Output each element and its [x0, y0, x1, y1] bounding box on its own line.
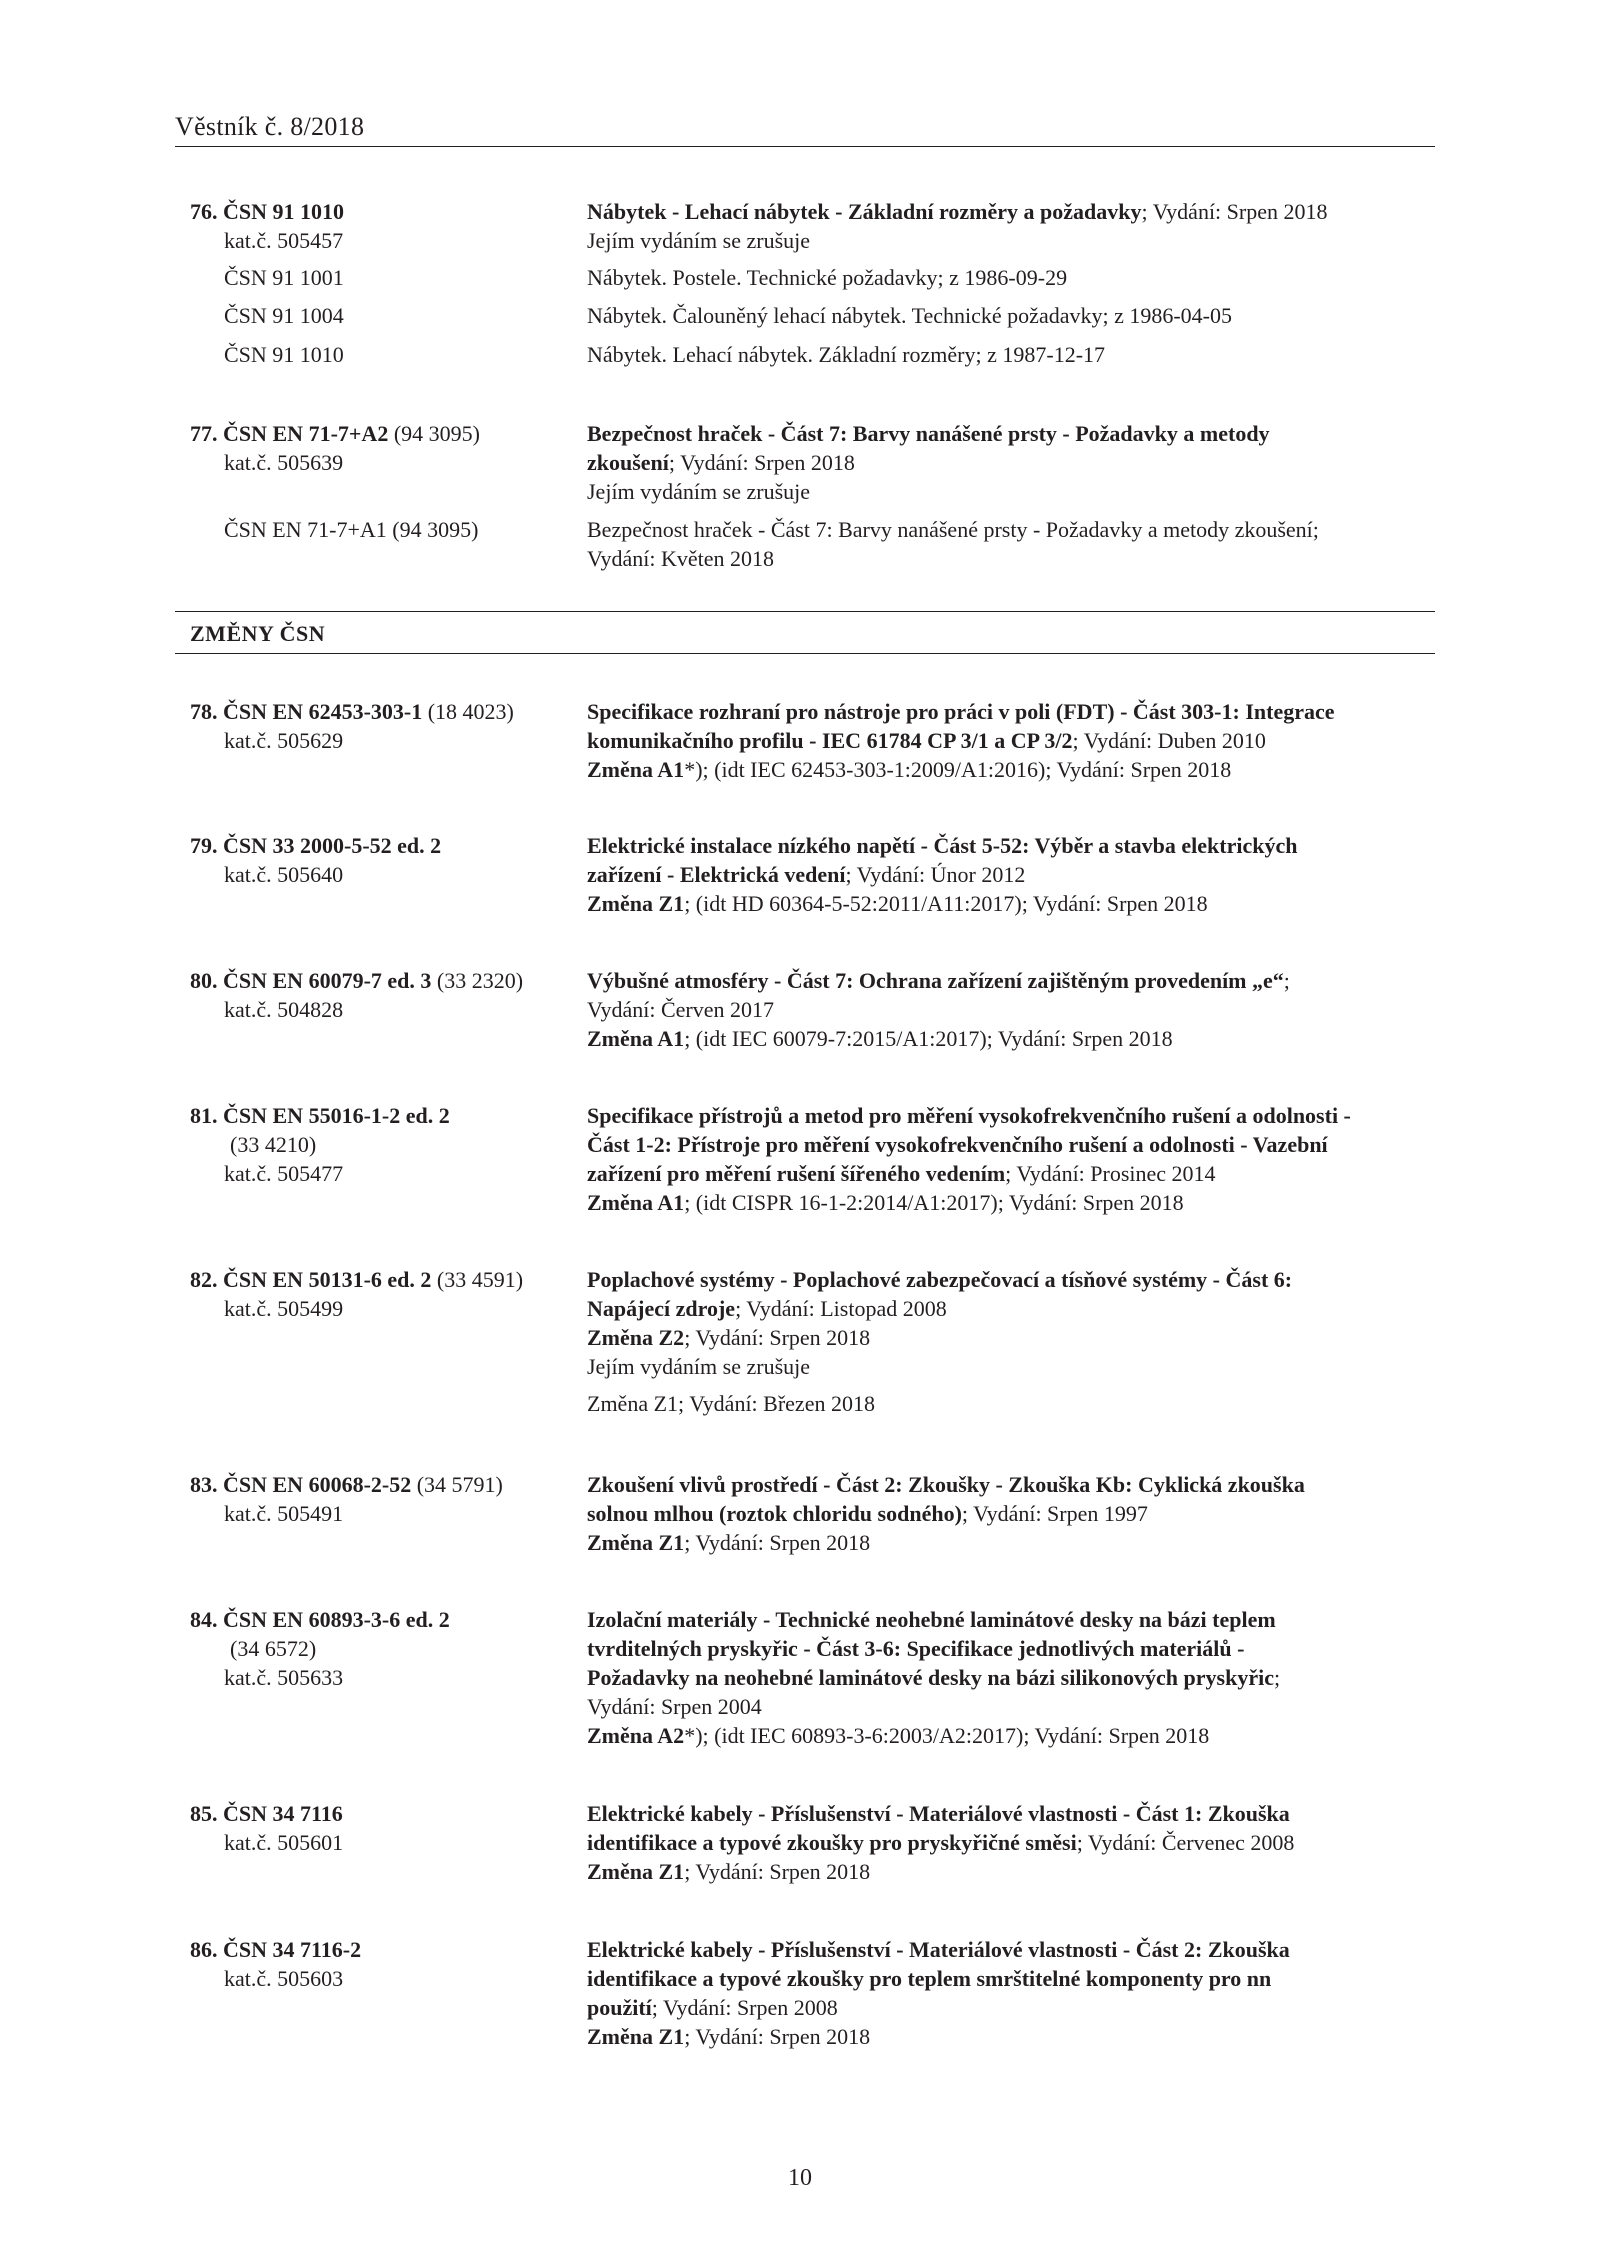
replaced-text: Nábytek. Čalouněný lehací nábytek. Technické požadavky; z 1986-04-05	[587, 303, 1233, 328]
entry-code: ČSN EN 55016-1-2 ed. 2	[223, 1103, 450, 1128]
entry-code: ČSN EN 60893-3-6 ed. 2	[223, 1607, 450, 1632]
page-number: 10	[788, 2165, 812, 2191]
replaced-text: Nábytek. Postele. Technické požadavky; z 1986-09-29	[587, 265, 1068, 290]
entry-kat: kat.č. 505640	[224, 862, 344, 887]
entry-77-desc: Bezpečnost hraček - Část 7: Barvy nanášené prsty - Požadavky a metody zkoušení; Vydání: Srpen 2018 Jejím vydáním se zrušuje	[587, 419, 1447, 506]
section-rule-bottom	[175, 653, 1435, 654]
entry-kat: kat.č. 505477	[224, 1161, 344, 1186]
entry-kat: kat.č. 504828	[224, 997, 344, 1022]
cancel-note: Jejím vydáním se zrušuje	[587, 228, 811, 253]
replaced-code: ČSN 91 1004	[224, 303, 344, 328]
entry-code: ČSN EN 62453-303-1	[223, 699, 423, 724]
entry-kat: kat.č. 505601	[224, 1830, 344, 1855]
entry-code: ČSN EN 71-7+A2	[223, 421, 389, 446]
entry-code: ČSN EN 60079-7 ed. 3	[223, 968, 432, 993]
entry-code: ČSN 34 7116	[223, 1801, 343, 1826]
entry-kat: kat.č. 505633	[224, 1665, 344, 1690]
section-rule-top	[175, 611, 1435, 612]
cancel-note: Jejím vydáním se zrušuje	[587, 1354, 811, 1379]
replaced-code: ČSN EN 71-7+A1 (94 3095)	[224, 517, 479, 542]
entry-class: (33 4210)	[230, 1132, 317, 1157]
entry-code: ČSN EN 60068-2-52	[223, 1472, 412, 1497]
entry-77-id: 77. ČSN EN 71-7+A2 (94 3095) kat.č. 505639	[190, 419, 570, 477]
entry-title: Nábytek - Lehací nábytek - Základní rozměry a požadavky	[587, 199, 1142, 224]
cancel-note: Jejím vydáním se zrušuje	[587, 479, 811, 504]
replaced-text: Bezpečnost hraček - Část 7: Barvy nanášené prsty - Požadavky a metody zkoušení; Vydání: Květen 2018	[587, 517, 1319, 571]
entry-76-id	[190, 197, 570, 255]
entry-class: (33 2320)	[431, 968, 524, 993]
entry-code: 76. ČSN 91 1010	[190, 199, 345, 224]
replaced-code: ČSN 91 1001	[224, 265, 344, 290]
entry-class: (33 4591)	[431, 1267, 524, 1292]
entry-edition: ; Vydání: Srpen 2018	[1141, 199, 1328, 224]
entry-kat: kat.č. 505639	[224, 450, 344, 475]
entry-class: (18 4023)	[422, 699, 514, 724]
replaced-code: ČSN 91 1010	[224, 342, 344, 367]
entry-kat: kat.č. 505629	[224, 728, 344, 753]
entry-class: (34 5791)	[411, 1472, 503, 1497]
entry-class: (94 3095)	[388, 421, 480, 446]
entry-kat: kat.č. 505457	[224, 228, 344, 253]
entry-class: (34 6572)	[230, 1636, 317, 1661]
entry-kat: kat.č. 505491	[224, 1501, 344, 1526]
entry-kat: kat.č. 505499	[224, 1296, 344, 1321]
entry-76-desc	[587, 197, 1447, 255]
header-rule	[175, 146, 1435, 147]
document-page: Věstník č. 8/2018 76. ČSN 91 1010 kat.č. 505457 Nábytek - Lehací nábytek - Základní rozměry a požadavky; Vydání: Srpen 2018 Jejím vydáním se zrušuje ČSN 91 1001 Nábytek. Postele. Technické požadavky; z 1986-09-29 ČSN 91 1004 Nábytek. Čalouněný lehací nábytek. Technické požadavky; z 1986-04-05 ČSN 91 1010 Nábytek. Lehací nábytek. Základní rozměry; z 1987-12-17 77. ČSN EN 71-7+A2 (94 3095) kat.č. 505639 Bezpečnost hraček - Část 7: Barvy nanášené prsty - Požadavky a metody zkoušení; Vydání: Srpen 2018 Jejím vydáním se zrušuje ČSN EN 71-7+A1 (94 3095) Bezpečnost hraček - Část 7: Barvy nanášené prsty - Požadavky a metody zkoušení; Vydání: Květen 2018 ZMĚNY ČSN 78. ČSN EN 62453-303-1 (18 4023) kat.č. 505629 Specifikace rozhraní pro nástroje pro práci v poli (FDT) - Část 303-1: Integrace komunikačního profilu - IEC 61784 CP 3/1 a CP 3/2; Vydání: Duben 2010 Změna A1*); (idt IEC 62453-303-1:2009/A1:2016); Vydání: Srpen 2018 79. ČSN 33 2000-5-52 ed. 2 kat.č. 505640 Elektrické instalace nízkého napětí - Část 5-52: Výběr a stavba elektrických zařízení - Elektrická vedení; Vydání: Únor 2012 Změna Z1; (idt HD 60364-5-52:2011/A11:2017); Vydání: Srpen 2018 80. ČSN EN 60079-7 ed. 3 (33 2320) kat.č. 504828 Výbušné atmosféry - Část 7: Ochrana zařízení zajištěným provedením „e“; Vydání: Červen 2017 Změna A1; (idt IEC 60079-7:2015/A1:2017); Vydání: Srpen 2018 81. ČSN EN 55016-1-2 ed. 2 (33 4210) kat.č. 505477 Specifikace přístrojů a metod pro měření vysokofrekvenčního rušení a odolnosti - Část 1-2: Přístroje pro měření vysokofrekvenčního rušení a odolnosti - Vazební zařízení pro měření rušení šířeného vedením; Vydání: Prosinec 2014 Změna A1; (idt CISPR 16-1-2:2014/A1:2017); Vydání: Srpen 2018 82. ČSN EN 50131-6 ed. 2 (33 4591) kat.č. 505499 Poplachové systémy - Poplachové zabezpečovací a tísňové systémy - Část 6: Napájecí zdroje; Vydání: Listopad 2008 Změna Z2; Vydání: Srpen 2018 Jejím vydáním se zrušuje Změna Z1; Vydání: Březen 2018 83. ČSN EN 60068-2-52 (34 5791) kat.č. 505491 Zkoušení vlivů prostředí - Část 2: Zkoušky - Zkouška Kb: Cyklická zkouška solnou mlhou (roztok chloridu sodného); Vydání: Srpen 1997 Změna Z1; Vydání: Srpen 2018 84. ČSN EN 60893-3-6 ed. 2 (34 6572) kat.č. 505633 Izolační materiály - Technické neohebné laminátové desky na bázi teplem tvrditelných pryskyřic - Část 3-6: Specifikace jednotlivých materiálů - Požadavky na neohebné laminátové desky na bázi silikonových pryskyřic; Vydání: Srpen 2004 Změna A2*); (idt IEC 60893-3-6:2003/A2:2017); Vydání: Srpen 2018 85. ČSN 34 7116 kat.č. 505601 Elektrické kabely - Příslušenství - Materiálové vlastnosti - Část 1: Zkouška identifikace a typové zkoušky pro pryskyřičné směsi; Vydání: Červenec 2008 Změna Z1; Vydání: Srpen 2018 86. ČSN 34 7116-2 kat.č. 505603 Elektrické kabely - Příslušenství - Materiálové vlastnosti - Část 2: Zkouška identifikace a typové zkoušky pro teplem smrštitelné komponenty pro nn použití; Vydání: Srpen 2008 Změna Z1; Vydání: Srpen 2018 10	[0, 0, 1600, 2263]
replaced-text: Nábytek. Lehací nábytek. Základní rozměry; z 1987-12-17	[587, 342, 1106, 367]
entry-code: ČSN EN 50131-6 ed. 2	[223, 1267, 432, 1292]
entry-code: ČSN 33 2000-5-52 ed. 2	[223, 833, 442, 858]
section-title: ZMĚNY ČSN	[190, 621, 326, 646]
page-header: Věstník č. 8/2018	[175, 112, 365, 141]
entry-code: ČSN 34 7116-2	[223, 1937, 362, 1962]
entry-kat: kat.č. 505603	[224, 1966, 344, 1991]
